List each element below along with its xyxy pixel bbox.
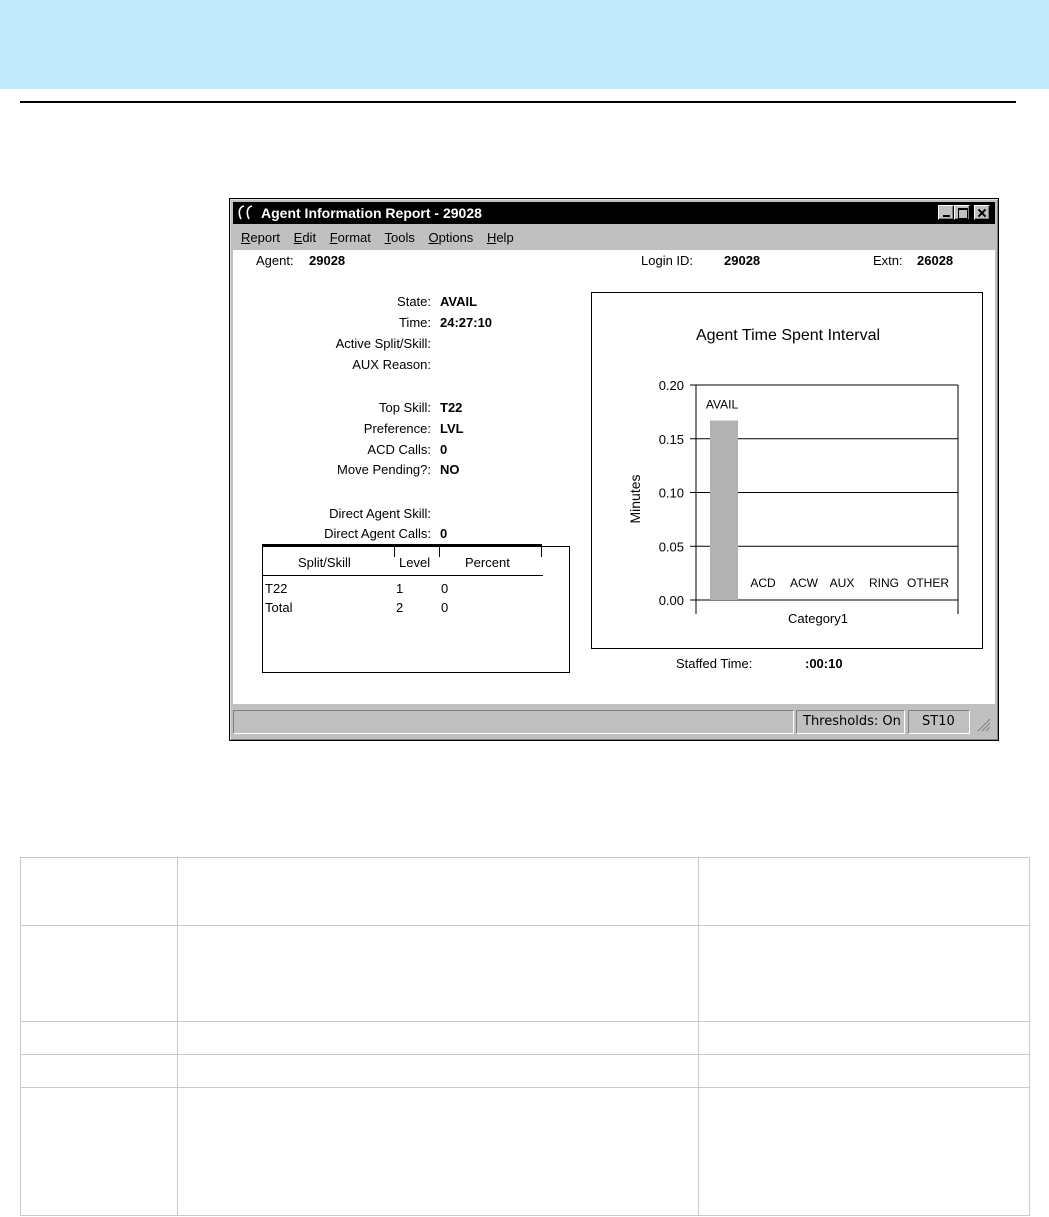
table-row	[21, 1055, 1030, 1088]
col-header-split-skill[interactable]: Split/Skill	[298, 555, 351, 570]
table-row	[21, 926, 1030, 1022]
preference-value: LVL	[440, 421, 464, 436]
table-row	[21, 1022, 1030, 1055]
bar-label-other: OTHER	[907, 576, 949, 590]
table-cell: Total	[265, 600, 293, 615]
bar-avail	[710, 420, 738, 600]
bar-label-avail: AVAIL	[705, 397, 739, 412]
time-value: 24:27:10	[440, 315, 493, 330]
agent-time-chart	[591, 292, 983, 649]
direct-agent-calls-label: Direct Agent Calls:	[324, 526, 431, 541]
page-header-banner	[0, 0, 1049, 89]
document-table	[20, 857, 1030, 1216]
state-label: State:	[397, 294, 431, 309]
bar-label-aux: AUX	[829, 576, 855, 590]
menu-edit[interactable]: Edit	[293, 230, 317, 245]
bar-label-ring: RING	[869, 576, 899, 590]
column-divider	[439, 545, 440, 557]
skills-table	[262, 546, 570, 673]
report-content	[233, 250, 995, 704]
time-label: Time:	[398, 315, 431, 330]
y-tick-label: 0.10	[658, 485, 684, 501]
bar-label-acw: ACW	[790, 576, 818, 590]
title-bar[interactable]	[233, 202, 995, 224]
resize-grip-icon[interactable]	[975, 716, 991, 732]
move-pending-label: Move Pending?:	[337, 462, 431, 477]
y-axis-label: Minutes	[627, 474, 643, 524]
chart-svg	[592, 293, 984, 650]
x-axis-label: Category1	[788, 611, 848, 626]
table-cell: 1	[396, 581, 404, 596]
acd-calls-label: ACD Calls:	[367, 442, 431, 457]
staffed-time-value: :00:10	[805, 656, 843, 671]
extn-label: Extn:	[873, 253, 903, 268]
header-rule	[20, 101, 1016, 103]
menu-help[interactable]: Help	[486, 230, 514, 245]
table-row	[21, 1088, 1030, 1216]
login-id-label: Login ID:	[641, 253, 694, 268]
col-header-percent[interactable]: Percent	[465, 555, 510, 570]
state-value: AVAIL	[440, 294, 478, 309]
move-pending-value: NO	[440, 462, 460, 477]
y-tick-label: 0.00	[658, 593, 684, 608]
thresholds-status: Thresholds: On	[796, 710, 905, 734]
minimize-button[interactable]	[938, 205, 954, 220]
active-split-label: Active Split/Skill:	[335, 336, 431, 351]
table-cell: 0	[441, 581, 449, 596]
staffed-time-label: Staffed Time:	[676, 656, 753, 671]
login-id-value: 29028	[724, 253, 761, 268]
menu-bar	[241, 230, 524, 248]
y-tick-label: 0.15	[658, 431, 684, 447]
table-cell: 2	[396, 600, 404, 615]
y-tick-label: 0.05	[658, 539, 684, 555]
status-code: ST10	[908, 710, 970, 734]
direct-agent-calls-value: 0	[440, 526, 448, 541]
close-button[interactable]	[974, 205, 990, 220]
aux-reason-label: AUX Reason:	[352, 357, 431, 372]
agent-value: 29028	[309, 253, 346, 268]
maximize-button[interactable]	[954, 205, 970, 220]
menu-format[interactable]: Format	[329, 230, 371, 245]
status-message-pane	[233, 710, 794, 734]
bar-label-acd: ACD	[750, 576, 776, 590]
direct-agent-skill-label: Direct Agent Skill:	[329, 506, 431, 521]
extn-value: 26028	[917, 253, 954, 268]
top-skill-label: Top Skill:	[378, 400, 431, 415]
app-icon[interactable]	[236, 204, 256, 222]
window-title: Agent Information Report - 29028	[261, 205, 482, 221]
menu-tools[interactable]: Tools	[384, 230, 415, 245]
column-divider	[541, 545, 542, 557]
y-tick-label: 0.20	[658, 378, 684, 393]
menu-options[interactable]: Options	[428, 230, 474, 245]
column-divider	[394, 545, 395, 557]
table-top-border	[262, 544, 542, 547]
table-cell: T22	[265, 581, 288, 596]
header-separator	[263, 575, 543, 576]
chart-title: Agent Time Spent Interval	[695, 327, 881, 344]
table-cell: 0	[441, 600, 449, 615]
report-window	[229, 198, 999, 741]
col-header-level[interactable]: Level	[399, 555, 431, 570]
top-skill-value: T22	[440, 400, 463, 415]
table-row	[21, 858, 1030, 926]
menu-report[interactable]: Report	[241, 230, 281, 245]
preference-label: Preference:	[363, 421, 431, 436]
status-bar	[233, 706, 995, 738]
acd-calls-value: 0	[440, 442, 448, 457]
agent-label: Agent:	[256, 253, 294, 268]
